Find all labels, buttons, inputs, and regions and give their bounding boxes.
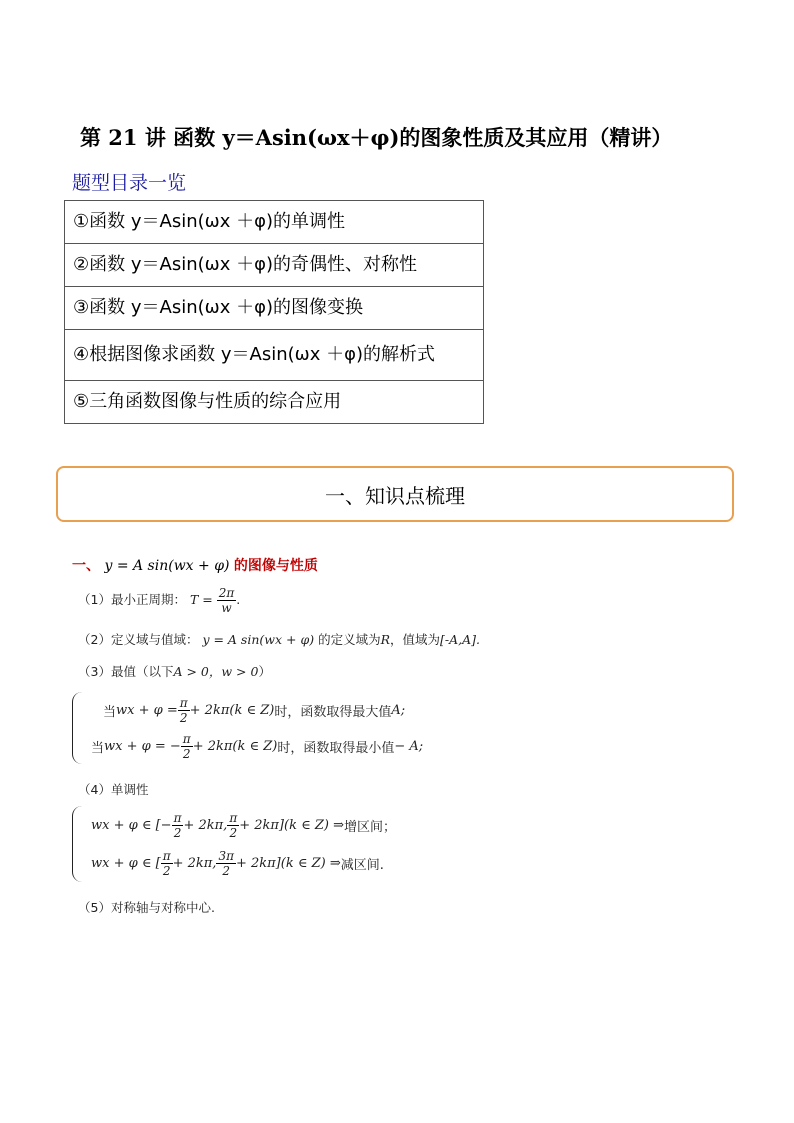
- fraction: [161, 849, 173, 878]
- fraction-denominator: 2: [182, 746, 191, 761]
- fraction: [216, 849, 236, 878]
- math: + 2kπ](k ∈ Z) ⇒: [239, 817, 344, 833]
- fraction-denominator: 2: [222, 863, 231, 878]
- point-3-end: ）: [258, 664, 271, 679]
- fraction: [178, 696, 190, 725]
- fraction-numerator: 3π: [218, 848, 234, 863]
- fraction-denominator: 2: [229, 825, 238, 840]
- point-5-label: （5）对称轴与对称中心.: [78, 900, 215, 915]
- point-4-label: （4）单调性: [78, 782, 149, 797]
- toc-row: [65, 201, 484, 244]
- fraction: [181, 732, 193, 761]
- text: 增区间；: [343, 819, 396, 835]
- point-1-label: （1）最小正周期：: [78, 592, 186, 607]
- fraction-denominator: w: [221, 601, 232, 615]
- fraction-denominator: 2: [179, 710, 188, 725]
- toc-row: [65, 244, 484, 287]
- decreasing-line: [91, 844, 396, 882]
- math: A;: [391, 702, 406, 718]
- heading-formula: y = A sin(wx + φ): [104, 558, 230, 574]
- math: wx + φ = −: [104, 738, 181, 754]
- math: wx + φ ∈ [: [91, 855, 161, 871]
- fraction-numerator: π: [162, 848, 171, 863]
- left-brace: [72, 692, 85, 764]
- point-2-range: [-A,A].: [440, 632, 480, 647]
- point-1: [78, 586, 240, 615]
- math: wx + φ ∈ [−: [91, 817, 172, 833]
- section-title: 一、知识点梳理: [325, 483, 465, 508]
- point-5: [78, 898, 215, 916]
- knowledge-heading: [72, 555, 318, 575]
- text: 时，函数取得最大值: [274, 704, 392, 720]
- toc-heading: 题型目录一览: [72, 172, 187, 194]
- extremum-system: [72, 692, 423, 764]
- text: 当: [103, 704, 117, 720]
- heading-suffix: 的图像与性质: [233, 558, 318, 574]
- math: + 2kπ](k ∈ Z) ⇒: [235, 855, 341, 871]
- monotonic-system: [72, 806, 396, 882]
- point-3-condition: A > 0，w > 0: [173, 664, 259, 679]
- point-2-formula: y = A sin(wx + φ): [202, 632, 315, 647]
- math: wx + φ =: [116, 702, 178, 718]
- math: + 2kπ(k ∈ Z): [192, 738, 278, 754]
- increasing-line: [91, 806, 396, 844]
- point-2: [78, 630, 480, 648]
- fraction: [172, 811, 184, 840]
- point-2-text: 的定义域为: [318, 632, 381, 647]
- text: 减区间.: [340, 857, 384, 873]
- section-banner: [56, 466, 734, 522]
- math: − A;: [394, 738, 424, 754]
- toc-row: [65, 330, 484, 381]
- point-3: [78, 662, 271, 680]
- fraction-numerator: π: [179, 695, 188, 710]
- fraction: [227, 811, 239, 840]
- fraction-numerator: 2π: [218, 586, 235, 600]
- text: 当: [91, 740, 105, 756]
- point-1-end: .: [236, 592, 241, 607]
- left-brace: [72, 806, 85, 882]
- point-1-lhs: T =: [189, 592, 213, 607]
- fraction-numerator: π: [173, 810, 182, 825]
- fraction-denominator: 2: [162, 863, 171, 878]
- point-3-label: （3）最值（以下: [78, 664, 174, 679]
- point-4: [78, 780, 148, 798]
- toc-table: [64, 200, 484, 424]
- toc-row: [65, 287, 484, 330]
- math: + 2kπ(k ∈ Z): [189, 702, 275, 718]
- fraction-numerator: π: [229, 810, 238, 825]
- point-2-text2: ，值域为: [390, 632, 441, 647]
- fraction-numerator: π: [182, 731, 191, 746]
- math: + 2kπ,: [183, 817, 228, 833]
- math: + 2kπ,: [172, 855, 217, 871]
- point-2-domain: R: [380, 632, 390, 647]
- fraction-denominator: 2: [173, 825, 182, 840]
- page-title: 第 21 讲 函数 y＝Asin(ωx＋φ)的图象性质及其应用（精讲）: [80, 125, 673, 150]
- heading-prefix: 一、: [72, 558, 100, 574]
- text: 时，函数取得最小值: [277, 740, 395, 756]
- toc-item-5: ⑤三角函数图像与性质的综合应用: [65, 381, 484, 424]
- period-fraction: [217, 586, 237, 615]
- max-line: [91, 692, 423, 728]
- toc-row: [65, 381, 484, 424]
- point-2-label: （2）定义域与值域：: [78, 632, 199, 647]
- min-line: [91, 728, 423, 764]
- toc-item-4: ④根据图像求函数 y＝Asin(ωx ＋φ)的解析式: [65, 330, 484, 381]
- toc-item-1: ①函数 y＝Asin(ωx ＋φ)的单调性: [65, 201, 484, 244]
- toc-item-3: ③函数 y＝Asin(ωx ＋φ)的图像变换: [65, 287, 484, 330]
- toc-item-2: ②函数 y＝Asin(ωx ＋φ)的奇偶性、对称性: [65, 244, 484, 287]
